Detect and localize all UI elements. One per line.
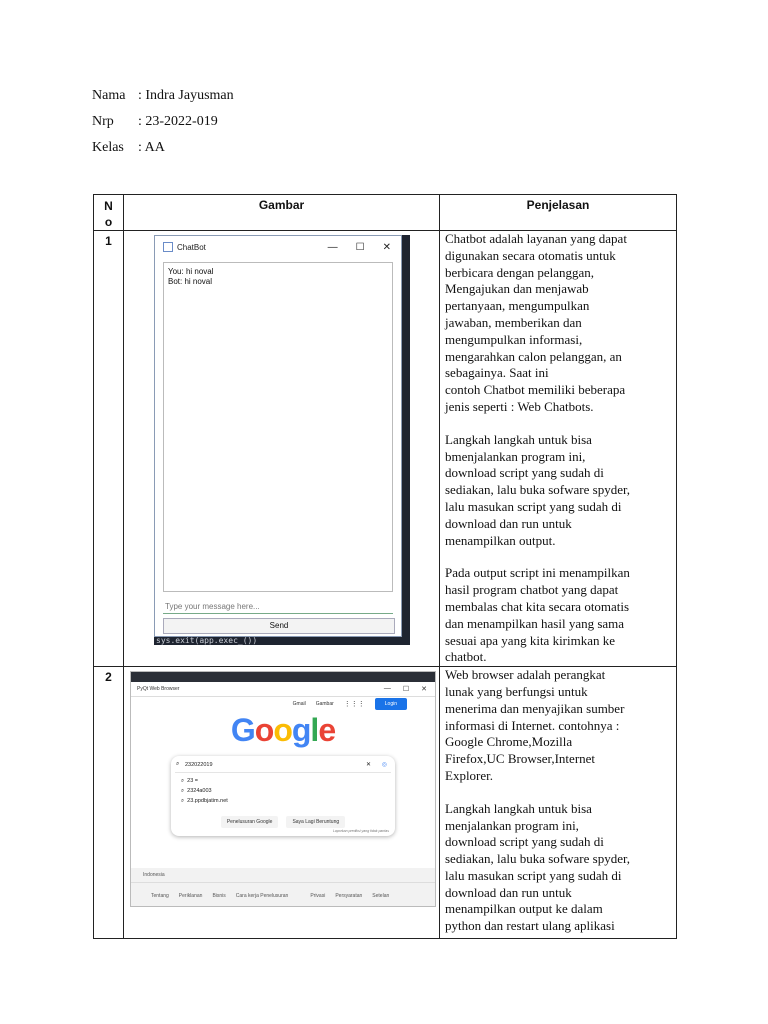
paragraph: Langkah langkah untuk bisa menjalankan program ini, download script yang sudah di sediakan, lalu buka sofware spyder, lalu masukan script yang sudah di download dan run untuk menampilkan output ke dalam python dan restart ulang aplikasi — [445, 800, 631, 934]
login-button[interactable]: Login — [375, 698, 407, 710]
image-cell — [124, 231, 440, 667]
clear-icon[interactable]: ✕ — [365, 762, 371, 769]
paragraph: Pada output script ini menampilkan hasil program chatbot yang dapat membalas chat kita secara otomatis dan menampilkan hasil yang sama sesuai apa yang kita kirimkan ke chatbot. — [445, 565, 630, 665]
search-input[interactable]: 232022019 — [185, 762, 213, 769]
browser-screenshot — [130, 671, 436, 907]
chat-message-user: You: hi noval — [168, 267, 214, 276]
chat-history — [163, 262, 393, 592]
logo-letter: o — [273, 712, 292, 749]
logo-letter: e — [318, 712, 336, 749]
gmail-link[interactable]: Gmail — [292, 701, 306, 708]
paragraph: Langkah langkah untuk bisa bmenjalankan program ini, download script yang sudah di sediakan, lalu buka sofware spyder, lalu masukan script yang sudah di download dan run untuk menampilkan output. — [445, 431, 631, 548]
minimize-icon[interactable]: — — [383, 685, 391, 693]
code-line: sys.exit(app.exec_()) — [156, 636, 258, 645]
chat-message-bot: Bot: hi noval — [168, 277, 213, 286]
label-kelas: Kelas — [92, 140, 124, 155]
footer-link[interactable]: Persyaratan — [335, 893, 363, 900]
suggestion-item[interactable]: ⌕ 23.ppdbjatim.net — [181, 798, 228, 805]
paragraph: Chatbot adalah layanan yang dapat digunakan secara otomatis untuk berbicara dengan pelanggan, Mengajukan dan menjawab pertanyaan, mengumpulkan jawaban, memberikan dan mengumpulkan informasi, mengarahkan calon pelanggan, an sebagainya. Saat ini contoh Chatbot memiliki beberapa jenis seperti : Web Chatbots. — [445, 231, 627, 414]
google-top-links — [293, 698, 407, 710]
gambar-link[interactable]: Gambar — [315, 701, 334, 708]
value-nrp: : 23-2022-019 — [138, 114, 218, 129]
lens-icon[interactable]: ◎ — [381, 762, 387, 769]
footer-link[interactable]: Periklanan — [178, 893, 203, 900]
logo-letter: G — [230, 712, 255, 749]
close-icon[interactable]: ✕ — [382, 241, 391, 253]
report-table — [93, 194, 677, 939]
description-cell — [440, 667, 677, 939]
app-icon — [163, 242, 173, 252]
table-row — [94, 667, 677, 939]
table-row — [94, 231, 677, 667]
image-cell — [124, 667, 440, 939]
maximize-icon[interactable]: ☐ — [402, 686, 410, 694]
send-button[interactable]: Send — [163, 618, 395, 634]
table-header — [94, 195, 677, 231]
lucky-button[interactable]: Saya Lagi Beruntung — [286, 816, 345, 828]
search-suggestions — [171, 756, 395, 836]
label-nama: Nama — [92, 88, 126, 103]
message-input[interactable]: Type your message here... — [163, 600, 393, 614]
apps-grid-icon[interactable]: ⋮⋮⋮ — [343, 701, 365, 709]
logo-letter: g — [291, 712, 311, 749]
google-search-button[interactable]: Penelusuran Google — [221, 816, 279, 828]
identity-kelas — [92, 140, 165, 156]
label-nrp: Nrp — [92, 114, 114, 129]
row-number: 2 — [94, 667, 124, 939]
footer-link[interactable]: Setelan — [372, 893, 390, 900]
browser-title: PyQt Web Browser — [137, 686, 180, 693]
close-icon[interactable]: ✕ — [421, 686, 427, 694]
footer-link[interactable]: Privasi — [310, 893, 326, 900]
row-number: 1 — [94, 231, 124, 667]
header-no: N o — [94, 195, 124, 231]
suggestion-item[interactable]: ⌕ 23 = — [181, 778, 198, 785]
footer-link[interactable]: Tentang — [151, 893, 169, 900]
footer-link[interactable]: Bisnis — [212, 893, 226, 900]
value-kelas: : AA — [138, 140, 165, 155]
identity-nama — [92, 88, 234, 104]
identity-nrp — [92, 114, 218, 130]
description-cell — [440, 231, 677, 667]
header-penjelasan: Penjelasan — [440, 195, 677, 231]
browser-titlebar — [131, 682, 435, 697]
taskbar-strip — [131, 672, 435, 682]
footer-link[interactable]: Cara kerja Penelusuran — [235, 893, 289, 900]
maximize-icon[interactable]: ☐ — [355, 241, 365, 253]
logo-letter: l — [310, 712, 319, 749]
paragraph: Web browser adalah perangkat lunak yang berfungsi untuk menerima dan menyajikan sumber informasi di Internet. contohnya : Google Chrome,Mozilla Firefox,UC Browser,Internet Explorer. — [445, 667, 625, 783]
chatbot-titlebar — [155, 236, 401, 258]
google-footer — [131, 868, 435, 906]
chatbot-title: ChatBot — [177, 242, 206, 252]
chatbot-window — [154, 235, 402, 637]
google-logo — [131, 712, 435, 749]
footer-links — [131, 883, 435, 899]
logo-letter: o — [254, 712, 274, 749]
header-gambar: Gambar — [124, 195, 440, 231]
report-link[interactable]: Laporkan prediksi yang tidak pantas — [332, 829, 389, 834]
minimize-icon[interactable]: — — [327, 241, 338, 253]
suggestion-item[interactable]: ⌕ 2324a003 — [181, 788, 212, 795]
search-icon: ⌕ — [176, 761, 180, 768]
country-label: Indonesia — [131, 868, 435, 883]
chatbot-screenshot — [154, 235, 410, 645]
value-nama: : Indra Jayusman — [138, 88, 234, 103]
